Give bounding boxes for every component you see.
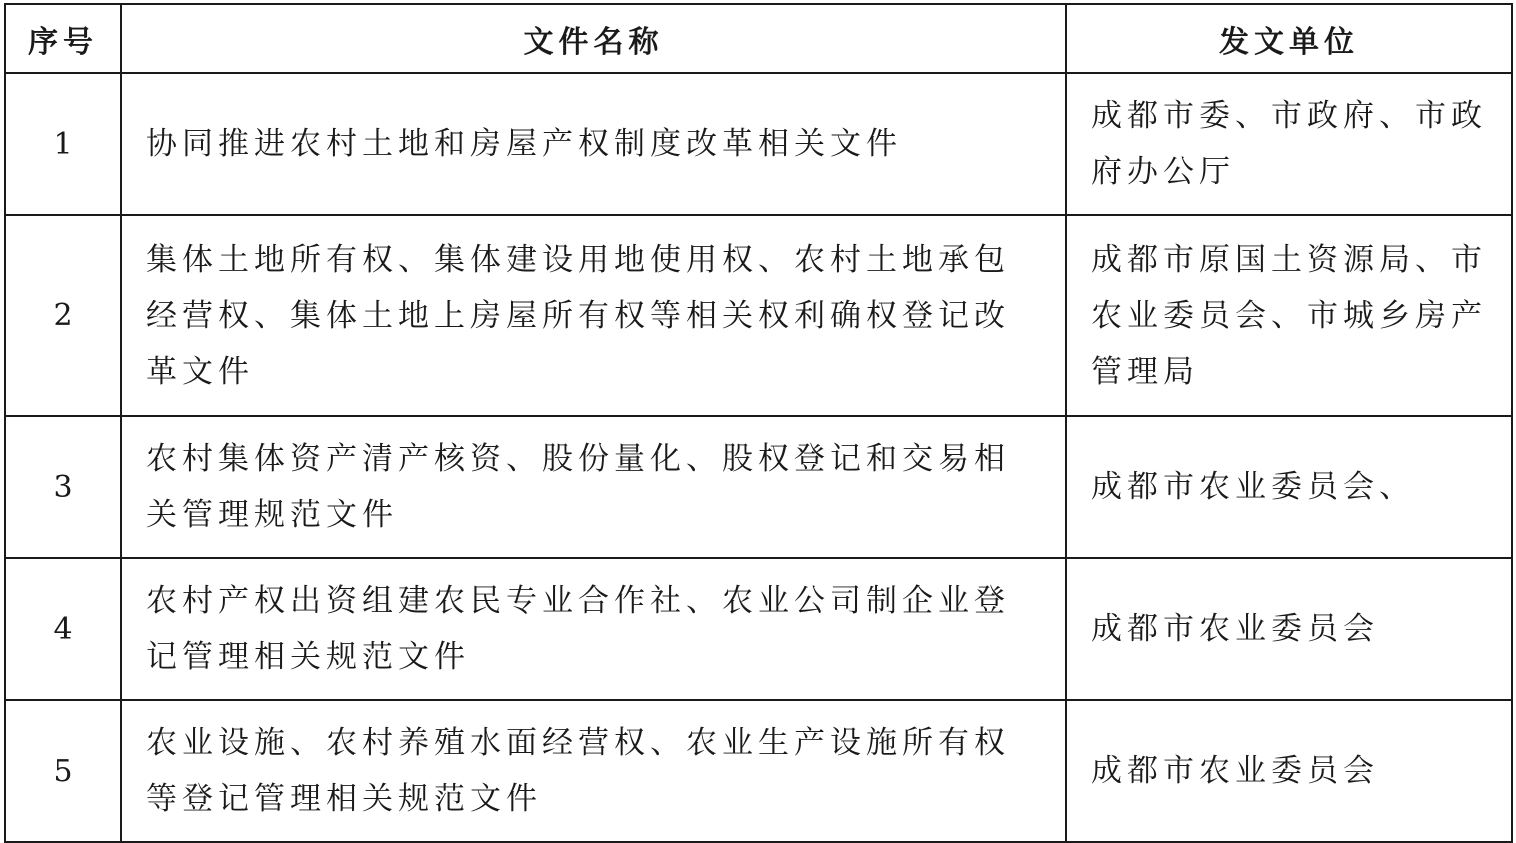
table-row: [5, 700, 1512, 842]
row-serial-number: 1: [5, 73, 121, 215]
header-document-name: 文件名称: [121, 4, 1066, 73]
row-document-name: 农村集体资产清产核资、股份量化、股权登记和交易相关管理规范文件: [121, 416, 1066, 558]
row-document-name: 农业设施、农村养殖水面经营权、农业生产设施所有权等登记管理相关规范文件: [121, 700, 1066, 842]
row-issuing-unit: 成都市农业委员会: [1066, 558, 1512, 700]
table-row: [5, 73, 1512, 215]
table-row: [5, 416, 1512, 558]
header-issuing-unit: 发文单位: [1066, 4, 1512, 73]
row-serial-number: 2: [5, 215, 121, 416]
row-issuing-unit: 成都市农业委员会: [1066, 700, 1512, 842]
row-issuing-unit: 成都市委、市政府、市政府办公厅: [1066, 73, 1512, 215]
row-document-name: 集体土地所有权、集体建设用地使用权、农村土地承包经营权、集体土地上房屋所有权等相关权利确权登记改革文件: [121, 215, 1066, 416]
row-serial-number: 4: [5, 558, 121, 700]
row-serial-number: 3: [5, 416, 121, 558]
row-document-name: 农村产权出资组建农民专业合作社、农业公司制企业登记管理相关规范文件: [121, 558, 1066, 700]
header-serial-number: 序号: [5, 4, 121, 73]
document-table: [4, 3, 1513, 843]
row-issuing-unit: 成都市原国土资源局、市农业委员会、市城乡房产管理局: [1066, 215, 1512, 416]
row-serial-number: 5: [5, 700, 121, 842]
table-row: [5, 558, 1512, 700]
table-row: [5, 215, 1512, 416]
row-document-name: 协同推进农村土地和房屋产权制度改革相关文件: [121, 73, 1066, 215]
table-header-row: [5, 4, 1512, 73]
row-issuing-unit: 成都市农业委员会、: [1066, 416, 1512, 558]
